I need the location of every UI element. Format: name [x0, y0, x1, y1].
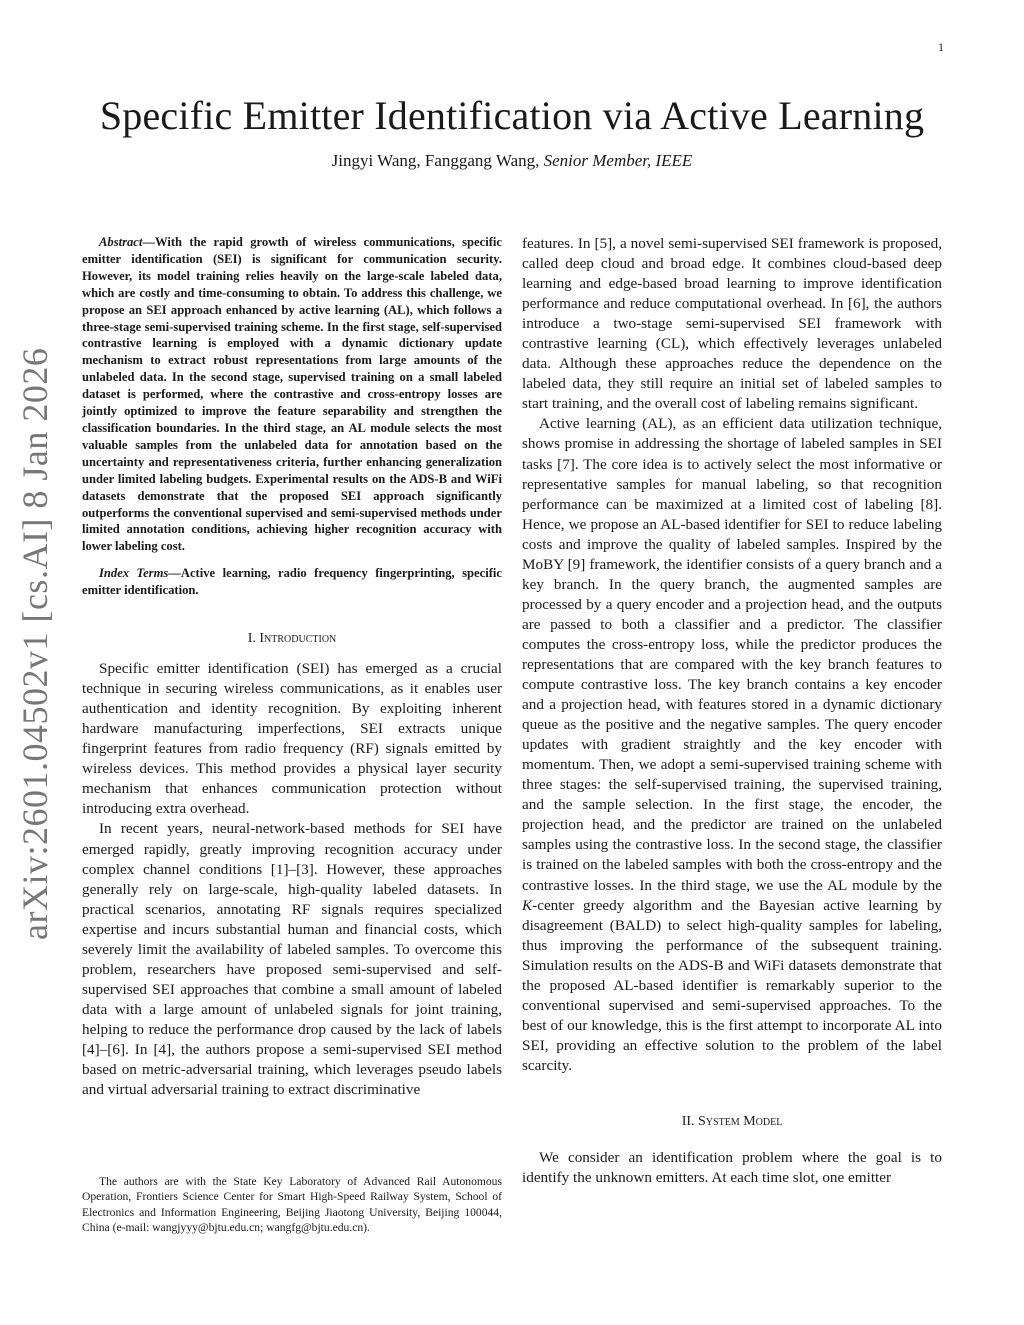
- paragraph-continued: features. In [5], a novel semi-supervised SEI framework is proposed, called deep cloud and broad edge. It combines cloud-based deep learning and edge-based broad learning to improve identification performance and reduce computational overhead. In [6], the authors introduce a two-stage semi-supervised SEI framework with contrastive learning (CL), which effectively leverages unlabeled data. Although these approaches reduce the dependence on the labeled data, they still require an initial set of labeled samples to start training, and the overall cost of labeling remains significant.: [522, 235, 942, 413]
- section-heading-system-model: [522, 1112, 942, 1132]
- author-line: [40, 151, 984, 171]
- section-number: II.: [681, 1113, 695, 1129]
- page-number: 1: [938, 40, 944, 54]
- paragraph: In recent years, neural-network-based methods for SEI have emerged rapidly, greatly improving recognition accuracy under complex channel conditions [1]–[3]. However, these approaches generally rely on large-scale, high-quality labeled datasets. In practical scenarios, annotating RF signals requires specialized expertise and incurs substantial human and financial costs, which severely limit the availability of labeled samples. To overcome this problem, researchers have proposed semi-supervised and self-supervised SEI approaches that combine a small amount of labeled data with a large amount of unlabeled signals for joint training, helping to reduce the performance drop caused by the lack of labels [4]–[6]. In [4], the authors propose a semi-supervised SEI method based on metric-adversarial training, which leverages pseudo labels and virtual adversarial training to extract discriminative: [82, 820, 502, 1099]
- math-symbol-k: K: [522, 896, 533, 914]
- section-title: Introduction: [259, 631, 337, 647]
- index-terms-label: Index Terms: [99, 566, 169, 581]
- abstract-label: Abstract: [99, 235, 143, 249]
- paper-title: Specific Emitter Identification via Active Learning: [99, 93, 925, 138]
- paragraph: We consider an identification problem where the goal is to identify the unknown emitters. At each time slot, one emitter: [522, 1149, 942, 1187]
- abstract-text: —With the rapid growth of wireless communications, specific emitter identification (SEI) is significant for communication security. However, its model training relies heavily on the large-scale labeled data, which are costly and time-consuming to obtain. To address this challenge, we propose an SEI approach enhanced by active learning (AL), which follows a three-stage semi-supervised training scheme. In the first stage, self-supervised contrastive learning is employed with a dynamic dictionary update mechanism to extract robust representations from large amounts of the unlabeled data. In the second stage, supervised training on a small labeled dataset is performed, where the contrastive and cross-entropy losses are jointly optimized to improve the feature separability and strengthen the classification boundaries. In the third stage, an AL module selects the most valuable samples from the unlabeled data for annotation based on the uncertainty and representativeness criteria, further enhancing generalization under limited labeling budgets. Experimental results on the ADS-B and WiFi datasets demonstrate that the proposed SEI approach significantly outperforms the conventional supervised and semi-supervised methods under limited annotation conditions, achieving higher recognition accuracy with lower labeling cost.: [82, 235, 502, 554]
- index-terms-text: —Active learning, radio frequency fingerprinting, specific emitter identification.: [82, 566, 502, 598]
- right-column: [522, 234, 942, 1188]
- author-names: Jingyi Wang, Fanggang Wang,: [331, 151, 540, 170]
- section-heading-introduction: [82, 629, 502, 649]
- section-number: I.: [247, 631, 256, 647]
- left-column: [82, 234, 502, 1100]
- author-membership: Senior Member, IEEE: [543, 151, 693, 170]
- abstract: [82, 234, 502, 555]
- paragraph-active-learning: [522, 414, 942, 1076]
- section-title: System Model: [698, 1113, 783, 1129]
- paragraph-text: Active learning (AL), as an efficient data utilization technique, shows promise in addressing the shortage of labeled samples in SEI tasks [7]. The core idea is to actively select the most informative or representative samples for manual labeling, so that recognition performance can be maximized at a limited cost of labeling [8]. Hence, we propose an AL-based identifier for SEI to reduce labeling costs and improve the quality of labeled samples. Inspired by the MoBY [9] framework, the identifier consists of a query branch and a key branch. In the query branch, the augmented samples are processed by a query encoder and a projection head, and the outputs are passed to both a classifier and a predictor. The classifier computes the cross-entropy loss, while the predictor produces the representations that are compared with the key branch features to compute contrastive loss. The key branch contains a key encoder and a projection head, with features stored in a dynamic dictionary queue as the positive and the negative samples. The query encoder updates with gradient straightly and the key encoder with momentum. Then, we adopt a semi-supervised training scheme with three stages: the self-supervised training, the supervised training, and the sample selection. In the first stage, the encoder, the projection head, and the predictor are trained on the unlabeled samples using the contrastive loss. In the second stage, the classifier is trained on the labeled samples with both the cross-entropy and the contrastive losses. In the third stage, we use the AL module by the: [522, 415, 942, 894]
- author-footnote: The authors are with the State Key Laboratory of Advanced Rail Autonomous Operation, Frontiers Science Center for Smart High-Speed Railway System, School of Electronics and Information Engineering, Beijing Jiaotong University, Beijing 100044, China (e-mail: wangjyyy@bjtu.edu.cn; wangfg@bjtu.edu.cn).: [82, 1175, 502, 1235]
- index-terms: [82, 565, 502, 599]
- arxiv-identifier: arXiv:2601.04502v1 [cs.AI] 8 Jan 2026: [15, 347, 55, 940]
- paragraph: Specific emitter identification (SEI) has emerged as a crucial technique in securing wireless communications, as it enables user authentication and identity recognition. By exploiting inherent hardware manufacturing imperfections, SEI extracts unique fingerprint features from radio frequency (RF) signals emitted by wireless devices. This method provides a physical layer security mechanism that enhances communication protection without introducing extra overhead.: [82, 660, 502, 818]
- paragraph-text: -center greedy algorithm and the Bayesian active learning by disagreement (BALD) to select high-quality samples for labeling, thus improving the performance of the subsequent training. Simulation results on the ADS-B and WiFi datasets demonstrate that the proposed AL-based identifier is remarkably superior to the conventional supervised and semi-supervised approaches. To the best of our knowledge, this is the first attempt to incorporate AL into SEI, providing an effective solution to the problem of the label scarcity.: [522, 896, 942, 1074]
